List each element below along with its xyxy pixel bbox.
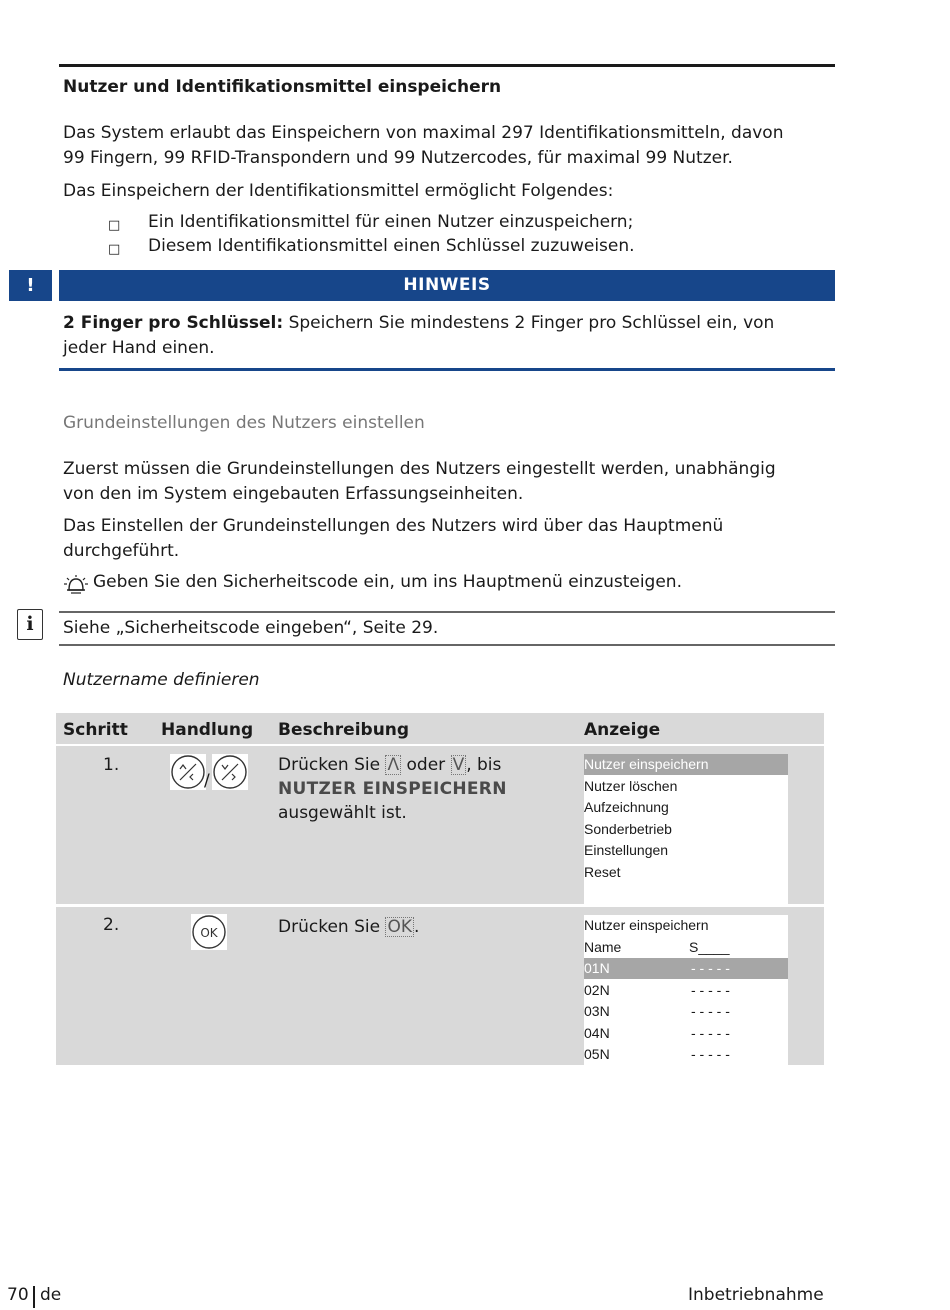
page-number: 70 (7, 1285, 29, 1305)
notice-bottom-rule (59, 368, 835, 371)
bullet-marker: □ (108, 242, 121, 257)
entry-name: 01N (584, 960, 610, 976)
intro-line-2: 99 Fingern, 99 RFID-Transpondern und 99 Nutzercodes, für maximal 99 Nutzer. (63, 147, 733, 168)
display-line-selected: Nutzer einspeichern (584, 754, 788, 775)
subsection-paragraph-1 (63, 457, 833, 506)
entry-name: 03N (584, 1003, 610, 1019)
ok-key-label: OK (387, 917, 412, 937)
display-line: Nutzer löschen (584, 777, 678, 794)
bullet-marker: □ (108, 218, 121, 233)
notice-bold: 2 Finger pro Schlüssel: (63, 313, 284, 333)
display-user-list (584, 915, 788, 1065)
display-entry (584, 980, 788, 1001)
para-line: von den im System eingebauten Erfassungseinheiten. (63, 483, 524, 504)
desc-text: . (414, 917, 420, 937)
entry-value: - - - - - (691, 1046, 730, 1062)
subsection-paragraph-2 (63, 514, 833, 563)
display-entry (584, 1044, 788, 1065)
language-code: de (40, 1285, 62, 1305)
intro-paragraph (63, 121, 833, 170)
footer-divider (33, 1286, 35, 1308)
display-title: Nutzer einspeichern (584, 917, 709, 933)
reference-top-rule (59, 611, 835, 613)
display-entry-selected (584, 958, 788, 979)
display-line: Reset (584, 863, 621, 880)
col-header-step: Schritt (63, 720, 128, 740)
para-line: Das Einstellen der Grundeinstellungen des Nutzers wird über das Hauptmenü (63, 516, 724, 536)
warning-icon: ! (9, 270, 52, 301)
entry-name: 02N (584, 981, 610, 998)
entry-value: - - - - - (691, 1003, 730, 1019)
desc-text: oder (401, 755, 451, 775)
step-2-description (278, 915, 419, 939)
col-name: Name (584, 938, 622, 955)
bullet-item-1: Ein Identifikationsmittel für einen Nutzer einzuspeichern; (148, 212, 634, 232)
display-line: Einstellungen (584, 842, 669, 858)
down-right-button-icon (212, 754, 248, 790)
entry-value: - - - - - (691, 960, 730, 976)
display-column-headers (584, 937, 788, 958)
step-number: 2. (103, 915, 120, 935)
notice-line-2: jeder Hand einen. (63, 337, 215, 358)
display-line: Sonderbetrieb (584, 820, 672, 837)
desc-text: , bis (466, 755, 502, 775)
step-1-description (278, 753, 507, 825)
notice-title: HINWEIS (59, 270, 835, 301)
up-left-button-icon (170, 754, 206, 790)
bullet-item-2: Diesem Identifikationsmittel einen Schlüssel zuzuweisen. (148, 236, 635, 256)
ok-icon-label: OK (200, 926, 218, 940)
action-instruction: Geben Sie den Sicherheitscode ein, um ins Hauptmenü einzusteigen. (93, 572, 682, 592)
section-heading: Nutzer und Identifikationsmittel einspeichern (63, 77, 502, 97)
para-line: durchgeführt. (63, 540, 180, 561)
menu-item-name: NUTZER EINSPEICHERN (278, 779, 507, 799)
entry-name: 05N (584, 1046, 610, 1062)
display-entry (584, 1023, 788, 1044)
display-main-menu (584, 754, 788, 904)
slash-separator: / (204, 771, 210, 791)
entry-value: - - - - - (691, 1024, 730, 1041)
chapter-name: Inbetriebnahme (688, 1285, 824, 1305)
reference-bottom-rule (59, 644, 835, 646)
desc-text: ausgewählt ist. (278, 803, 407, 823)
up-key-label: Λ (387, 755, 400, 775)
italic-heading: Nutzername definieren (63, 670, 260, 690)
para-line: Zuerst müssen die Grundeinstellungen des Nutzers eingestellt werden, unabhängig (63, 459, 776, 479)
ok-button-icon (191, 914, 227, 950)
reference-text: Siehe „Sicherheitscode eingeben“, Seite 29. (63, 618, 439, 638)
entry-value: - - - - - (691, 981, 730, 998)
subsection-title: Grundeinstellungen des Nutzers einstellen (63, 413, 425, 433)
notice-line-1: Speichern Sie mindestens 2 Finger pro Schlüssel ein, von (283, 313, 775, 333)
top-rule (59, 64, 835, 67)
down-key-label: V (452, 755, 465, 775)
desc-text: Drücken Sie (278, 755, 386, 775)
col-header-action: Handlung (161, 720, 254, 740)
col-header-display: Anzeige (584, 720, 661, 740)
notice-text (63, 311, 833, 360)
display-entry (584, 1001, 788, 1022)
col-s: S____ (689, 938, 730, 955)
display-line: Aufzeichnung (584, 799, 669, 815)
col-header-description: Beschreibung (278, 720, 410, 740)
intro-line-1: Das System erlaubt das Einspeichern von maximal 297 Identifikationsmitteln, davon (63, 123, 784, 143)
step-number: 1. (103, 755, 120, 775)
list-intro: Das Einspeichern der Identifikationsmittel ermöglicht Folgendes: (63, 181, 614, 201)
desc-text: Drücken Sie (278, 917, 386, 937)
entry-name: 04N (584, 1024, 610, 1041)
info-icon: i (17, 609, 43, 640)
hand-action-icon (63, 573, 89, 595)
